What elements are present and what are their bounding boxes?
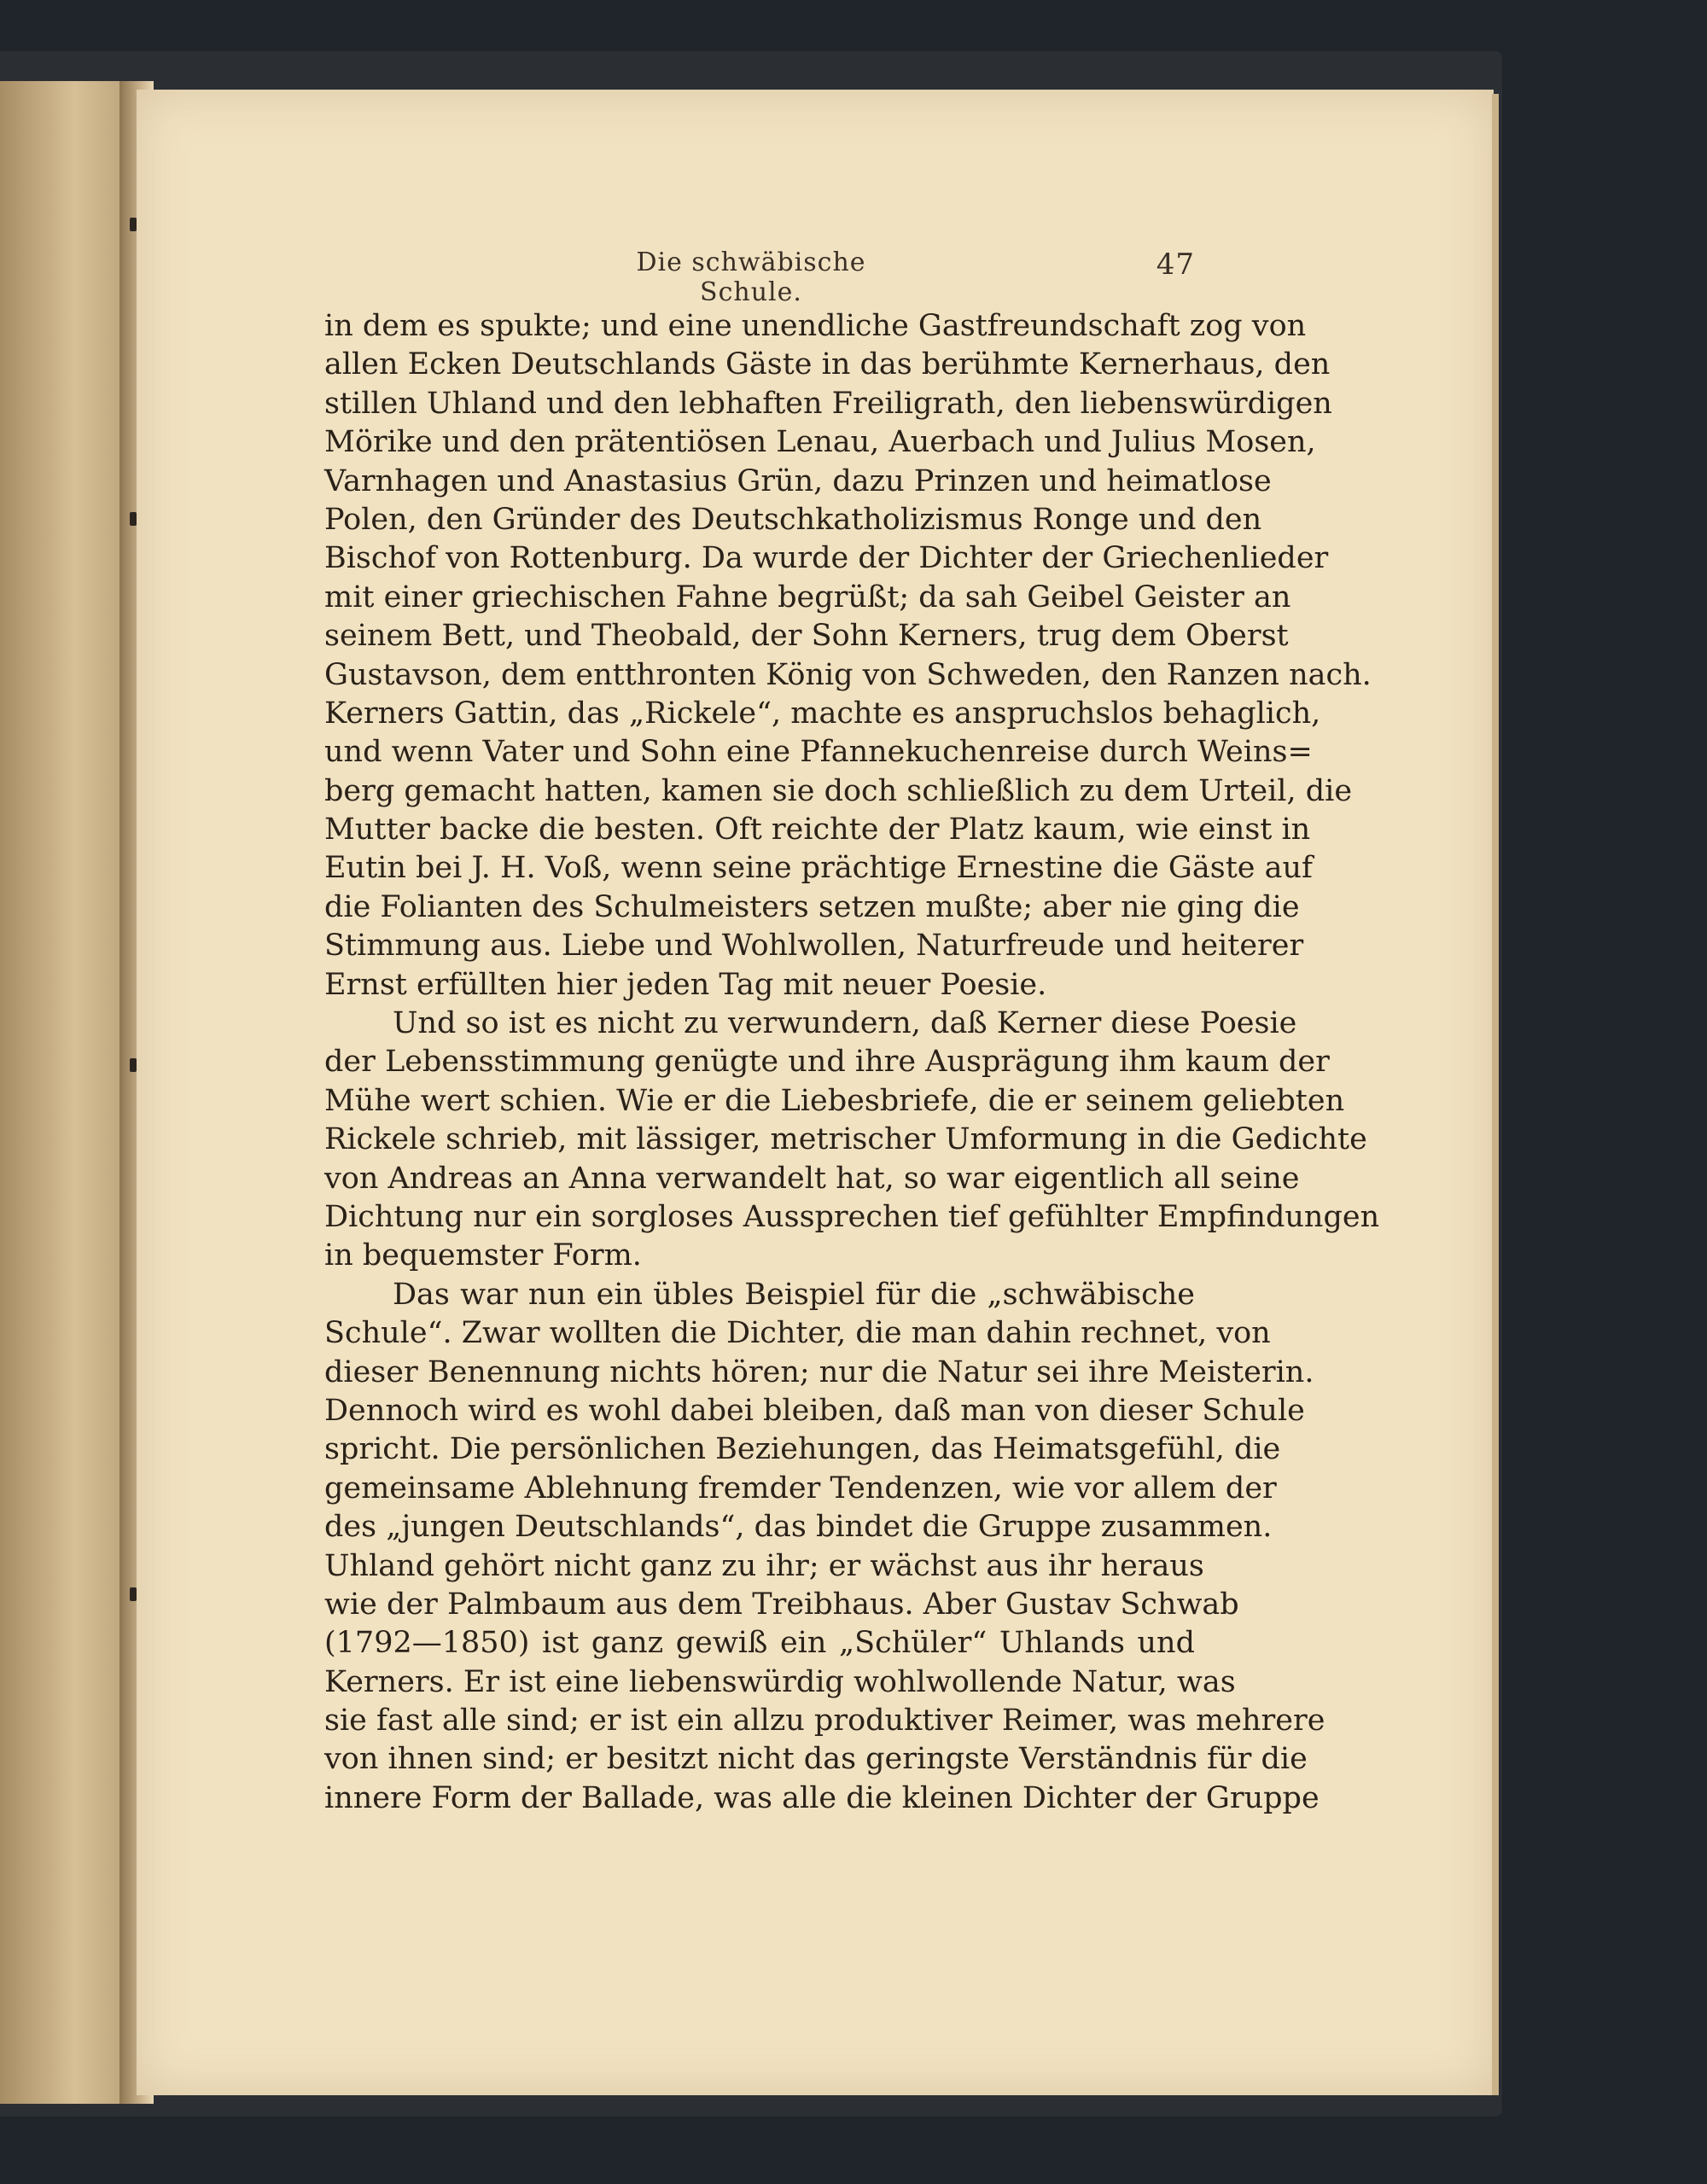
- text-line: Dichtung nur ein sorgloses Aussprechen tief gefühlter Empfindungen: [324, 1199, 1380, 1234]
- text-line: (1792—1850) ist ganz gewiß ein „Schüler“ Uhlands und: [324, 1626, 1195, 1661]
- text-line: sie fast alle sind; er ist ein allzu produktiver Reimer, was mehrere: [324, 1704, 1325, 1738]
- left-page-edge: [0, 81, 137, 2104]
- text-line: in dem es spukte; und eine unendliche Gastfreundschaft zog von: [324, 309, 1307, 343]
- page-number: 47: [1156, 248, 1195, 282]
- page-edge: [1492, 94, 1499, 2095]
- text-line: und wenn Vater und Sohn eine Pfannekuchenreise durch Weins=: [324, 735, 1313, 770]
- text-line: Ernst erfüllten hier jeden Tag mit neuer Poesie.: [324, 967, 1047, 1002]
- text-line: spricht. Die persönlichen Beziehungen, das Heimatsgefühl, die: [324, 1432, 1281, 1467]
- text-line: Kerners. Er ist eine liebenswürdig wohlwollende Natur, was: [324, 1664, 1236, 1699]
- text-line: Bischof von Rottenburg. Da wurde der Dichter der Griechenlieder: [324, 541, 1329, 576]
- margin-mark: [130, 512, 137, 526]
- text-line: wie der Palmbaum aus dem Treibhaus. Aber Gustav Schwab: [324, 1587, 1239, 1622]
- text-line: mit einer griechischen Fahne begrüßt; da sah Geibel Geister an: [324, 579, 1291, 614]
- text-line: seinem Bett, und Theobald, der Sohn Kerners, trug dem Oberst: [324, 619, 1289, 654]
- margin-mark: [130, 1058, 137, 1072]
- text-line: Schule“. Zwar wollten die Dichter, die man dahin rechnet, von: [324, 1316, 1271, 1351]
- text-line: stillen Uhland und den lebhaften Freiligrath, den liebenswürdigen: [324, 386, 1332, 421]
- body-text: [324, 307, 1380, 1818]
- text-line: von Andreas an Anna verwandelt hat, so war eigentlich all seine: [324, 1161, 1300, 1196]
- text-line: der Lebensstimmung genügte und ihre Ausprägung ihm kaum der: [324, 1045, 1330, 1080]
- text-line: Uhland gehört nicht ganz zu ihr; er wächst aus ihr heraus: [324, 1548, 1204, 1583]
- text-line: Varnhagen und Anastasius Grün, dazu Prinzen und heimatlose: [324, 463, 1272, 498]
- text-line: dieser Benennung nichts hören; nur die Natur sei ihre Meisterin.: [324, 1354, 1314, 1389]
- margin-mark: [130, 218, 137, 231]
- text-line: Das war nun ein übles Beispiel für die „schwäbische: [393, 1277, 1195, 1312]
- text-line: Rickele schrieb, mit lässiger, metrischer Umformung in die Gedichte: [324, 1122, 1367, 1157]
- text-line: berg gemacht hatten, kamen sie doch schließlich zu dem Urteil, die: [324, 773, 1353, 808]
- text-line: innere Form der Ballade, was alle die kleinen Dichter der Gruppe: [324, 1780, 1320, 1815]
- text-line: Mutter backe die besten. Oft reichte der Platz kaum, wie einst in: [324, 812, 1311, 847]
- text-line: Eutin bei J. H. Voß, wenn seine prächtige Ernestine die Gäste auf: [324, 851, 1313, 886]
- text-line: gemeinsame Ablehnung fremder Tendenzen, wie vor allem der: [324, 1471, 1277, 1506]
- text-line: Dennoch wird es wohl dabei bleiben, daß man von dieser Schule: [324, 1393, 1305, 1428]
- text-line: Stimmung aus. Liebe und Wohlwollen, Naturfreude und heiterer: [324, 929, 1304, 964]
- text-line: in bequemster Form.: [324, 1238, 642, 1273]
- text-line: allen Ecken Deutschlands Gäste in das berühmte Kernerhaus, den: [324, 347, 1331, 382]
- text-line: Gustavson, dem entthronten König von Schweden, den Ranzen nach.: [324, 657, 1372, 692]
- text-line: des „jungen Deutschlands“, das bindet die Gruppe zusammen.: [324, 1510, 1273, 1545]
- text-line: Mörike und den prätentiösen Lenau, Auerbach und Julius Mosen,: [324, 425, 1316, 460]
- text-line: Und so ist es nicht zu verwundern, daß Kerner diese Poesie: [393, 1006, 1297, 1041]
- text-line: die Folianten des Schulmeisters setzen mußte; aber nie ging die: [324, 889, 1300, 924]
- running-head-title: Die schwäbische Schule.: [636, 248, 866, 307]
- text-line: Polen, den Gründer des Deutschkatholizismus Ronge und den: [324, 502, 1262, 537]
- text-line: Mühe wert schien. Wie er die Liebesbriefe, die er seinem geliebten: [324, 1083, 1345, 1118]
- text-line: von ihnen sind; er besitzt nicht das geringste Verständnis für die: [324, 1742, 1308, 1777]
- text-line: Kerners Gattin, das „Rickele“, machte es anspruchslos behaglich,: [324, 696, 1321, 731]
- margin-mark: [130, 1587, 137, 1601]
